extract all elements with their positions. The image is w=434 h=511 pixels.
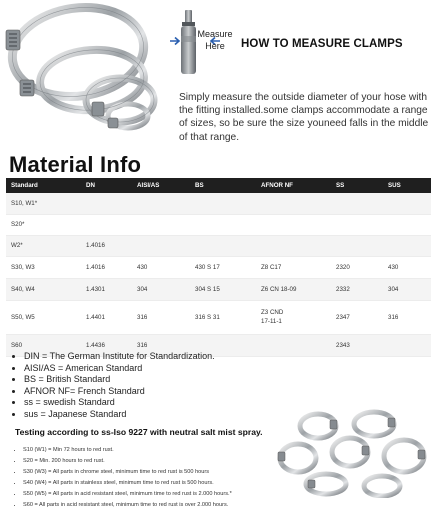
table-cell: 304 — [383, 278, 431, 300]
table-cell: 430 — [132, 256, 190, 278]
table-cell: 430 — [383, 256, 431, 278]
hose-clamps-group-icon — [270, 408, 434, 498]
list-item: • AISI/AS = American Standard — [24, 363, 215, 375]
table-cell: Z6 CN 18-09 — [256, 278, 331, 300]
table-cell — [190, 214, 256, 235]
table-cell: S20* — [6, 214, 81, 235]
table-cell — [383, 235, 431, 256]
material-table — [6, 178, 431, 357]
table-cell: 304 S 15 — [190, 278, 256, 300]
table-row — [6, 235, 431, 256]
test-heading: Testing according to ss-Iso 9227 with neutral salt mist spray. — [15, 427, 263, 437]
table-cell: 1.4436 — [81, 334, 132, 356]
table-cell: 304 — [132, 278, 190, 300]
list-item: • S10 (W1) = Min 72 hours to red rust. — [23, 445, 232, 456]
table-cell: 1.4016 — [81, 256, 132, 278]
table-header-row — [6, 178, 431, 193]
list-item: • BS = British Standard — [24, 374, 215, 386]
table-header-cell: AFNOR NF — [256, 178, 331, 193]
table-cell: S10, W1* — [6, 193, 81, 214]
table-cell: 2320 — [331, 256, 383, 278]
table-cell — [81, 214, 132, 235]
table-cell: S40, W4 — [6, 278, 81, 300]
table-cell — [383, 334, 431, 356]
hose-clamp-bundle-icon — [0, 0, 172, 142]
table-row — [6, 193, 431, 214]
measure-here-label: Measure Here — [197, 29, 233, 51]
table-row — [6, 256, 431, 278]
arrow-icon — [169, 36, 181, 46]
table-row — [6, 300, 431, 334]
list-item: • S20 = Min. 200 hours to red rust. — [23, 456, 232, 467]
table-cell — [132, 235, 190, 256]
table-cell — [132, 193, 190, 214]
table-header-cell: SS — [331, 178, 383, 193]
table-cell: 316 S 31 — [190, 300, 256, 334]
table-header-cell: AISI/AS — [132, 178, 190, 193]
table-cell: 1.4016 — [81, 235, 132, 256]
table-cell: 316 — [132, 300, 190, 334]
table-cell — [331, 214, 383, 235]
table-header-cell: BS — [190, 178, 256, 193]
table-header-cell: DN — [81, 178, 132, 193]
test-notes-list — [15, 445, 232, 511]
hero-title: HOW TO MEASURE CLAMPS — [241, 38, 403, 50]
table-cell: 2347 — [331, 300, 383, 334]
table-cell: S30, W3 — [6, 256, 81, 278]
table-header-cell: SUS — [383, 178, 431, 193]
table-cell: 1.4301 — [81, 278, 132, 300]
table-cell: W2* — [6, 235, 81, 256]
table-cell — [383, 193, 431, 214]
list-item: • ss = swedish Standard — [24, 397, 215, 409]
table-cell — [132, 214, 190, 235]
list-item: • DIN = The German Institute for Standardization. — [24, 351, 215, 363]
table-cell — [256, 235, 331, 256]
table-cell: S50, W5 — [6, 300, 81, 334]
standards-list — [14, 351, 215, 421]
list-item: • AFNOR NF= French Standard — [24, 386, 215, 398]
table-cell — [331, 193, 383, 214]
table-cell — [256, 334, 331, 356]
table-cell: 2332 — [331, 278, 383, 300]
section-title: Material Info — [9, 152, 142, 177]
table-cell — [331, 235, 383, 256]
list-item: • sus = Japanese Standard — [24, 409, 215, 421]
list-item: • S40 (W4) = All parts in stainless steel, minimum time to red rust is 500 hours. — [23, 478, 232, 489]
table-cell: Z8 C17 — [256, 256, 331, 278]
list-item: • S50 (W5) = All parts in acid resistant steel, minimum time to red rust is 2.000 hours.* — [23, 489, 232, 500]
table-row — [6, 214, 431, 235]
table-row — [6, 278, 431, 300]
table-cell — [256, 214, 331, 235]
table-cell: 316 — [383, 300, 431, 334]
table-cell: 1.4401 — [81, 300, 132, 334]
list-item: • S30 (W3) = All parts in chrome steel, minimum time to red rust is 500 hours — [23, 467, 232, 478]
table-cell — [383, 214, 431, 235]
table-cell: S60 — [6, 334, 81, 356]
table-cell — [190, 235, 256, 256]
table-cell — [190, 193, 256, 214]
table-cell: 430 S 17 — [190, 256, 256, 278]
table-cell: 316 — [132, 334, 190, 356]
table-header-cell: Standard — [6, 178, 81, 193]
table-cell — [81, 193, 132, 214]
table-cell — [256, 193, 331, 214]
hero-description: Simply measure the outside diameter of your hose with the fitting installed.some clamps accommodate a range of sizes, so be sure the size youneed falls in the middle of that range. — [179, 92, 429, 143]
list-item: • S60 = All parts in acid resistant steel, minimum time to red rust is over 2.000 hours. — [23, 500, 232, 511]
table-cell: Z3 CND 17-11-1 — [256, 300, 331, 334]
table-cell: 2343 — [331, 334, 383, 356]
